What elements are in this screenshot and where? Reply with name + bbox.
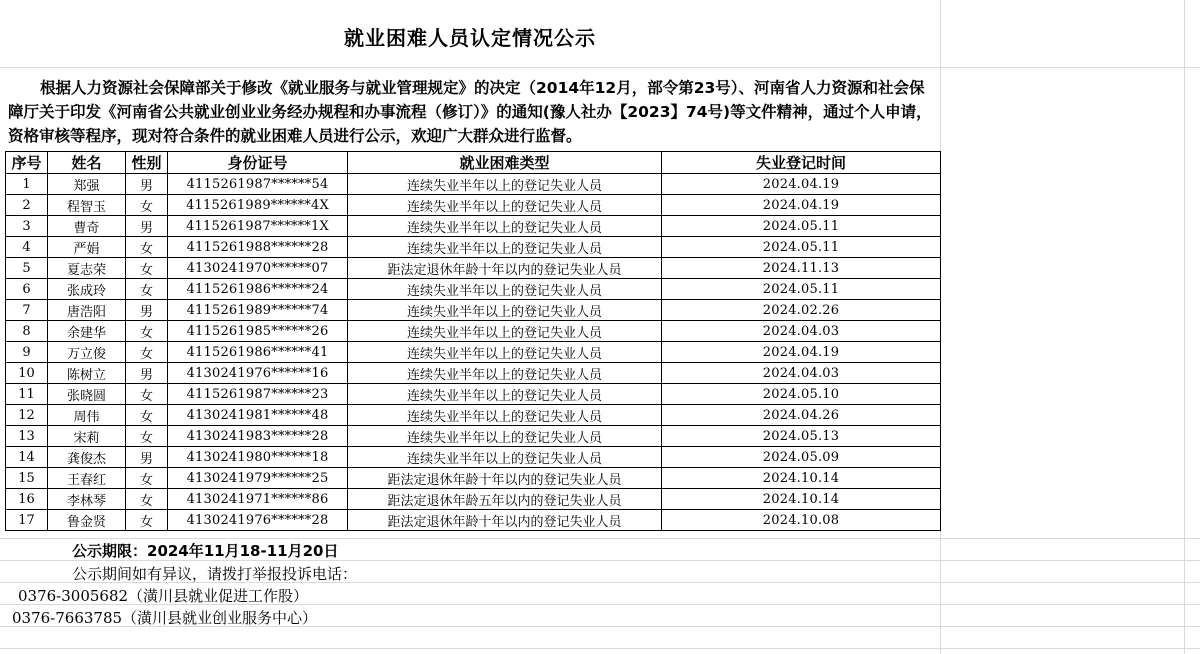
cell-type: 连续失业半年以上的登记失业人员 bbox=[348, 342, 662, 363]
cell-date: 2024.04.26 bbox=[662, 405, 941, 426]
cell-gender: 男 bbox=[126, 363, 168, 384]
cell-type: 连续失业半年以上的登记失业人员 bbox=[348, 216, 662, 237]
cell-type: 连续失业半年以上的登记失业人员 bbox=[348, 237, 662, 258]
cell-name: 陈树立 bbox=[48, 363, 126, 384]
table-row bbox=[6, 321, 941, 342]
cell-type: 连续失业半年以上的登记失业人员 bbox=[348, 174, 662, 195]
cell-name: 万立俊 bbox=[48, 342, 126, 363]
cell-gender: 女 bbox=[126, 258, 168, 279]
cell-gender: 女 bbox=[126, 342, 168, 363]
cell-no: 9 bbox=[6, 342, 48, 363]
page-title: 就业困难人员认定情况公示 bbox=[344, 26, 596, 50]
cell-name: 宋莉 bbox=[48, 426, 126, 447]
cell-name: 李林琴 bbox=[48, 489, 126, 510]
cell-type: 距法定退休年龄五年以内的登记失业人员 bbox=[348, 489, 662, 510]
cell-name: 夏志荣 bbox=[48, 258, 126, 279]
cell-no: 15 bbox=[6, 468, 48, 489]
cell-name: 张成玲 bbox=[48, 279, 126, 300]
cell-gender: 女 bbox=[126, 237, 168, 258]
header-type: 就业困难类型 bbox=[348, 152, 662, 174]
cell-no: 8 bbox=[6, 321, 48, 342]
cell-name: 唐浩阳 bbox=[48, 300, 126, 321]
table-header-row bbox=[6, 152, 941, 174]
cell-date: 2024.04.19 bbox=[662, 195, 941, 216]
cell-gender: 女 bbox=[126, 510, 168, 531]
cell-date: 2024.05.13 bbox=[662, 426, 941, 447]
header-gender: 性别 bbox=[126, 152, 168, 174]
header-date: 失业登记时间 bbox=[662, 152, 941, 174]
cell-id: 4115261985******26 bbox=[168, 321, 348, 342]
cell-id: 4130241980******18 bbox=[168, 447, 348, 468]
table-row bbox=[6, 237, 941, 258]
cell-id: 4130241976******16 bbox=[168, 363, 348, 384]
cell-type: 连续失业半年以上的登记失业人员 bbox=[348, 321, 662, 342]
header-name: 姓名 bbox=[48, 152, 126, 174]
cell-gender: 女 bbox=[126, 426, 168, 447]
cell-no: 3 bbox=[6, 216, 48, 237]
table-row bbox=[6, 279, 941, 300]
phone-line-1: 0376-3005682（潢川县就业促进工作股） bbox=[18, 587, 309, 605]
cell-no: 7 bbox=[6, 300, 48, 321]
table-row bbox=[6, 195, 941, 216]
cell-name: 王春红 bbox=[48, 468, 126, 489]
cell-date: 2024.04.19 bbox=[662, 342, 941, 363]
cell-date: 2024.02.26 bbox=[662, 300, 941, 321]
cell-gender: 男 bbox=[126, 447, 168, 468]
cell-date: 2024.10.08 bbox=[662, 510, 941, 531]
cell-no: 10 bbox=[6, 363, 48, 384]
cell-date: 2024.05.11 bbox=[662, 237, 941, 258]
table-row bbox=[6, 426, 941, 447]
cell-name: 鲁金贤 bbox=[48, 510, 126, 531]
cell-name: 余建华 bbox=[48, 321, 126, 342]
cell-no: 11 bbox=[6, 384, 48, 405]
cell-date: 2024.04.03 bbox=[662, 321, 941, 342]
phone-line-2: 0376-7663785（潢川县就业创业服务中心） bbox=[12, 609, 318, 627]
cell-type: 连续失业半年以上的登记失业人员 bbox=[348, 363, 662, 384]
cell-date: 2024.05.10 bbox=[662, 384, 941, 405]
cell-date: 2024.10.14 bbox=[662, 468, 941, 489]
intro-paragraph: 根据人力资源社会保障部关于修改《就业服务与就业管理规定》的决定（2014年12月，部令第23号）、河南省人力资源和社会保障厅关于印发《河南省公共就业创业业务经办规程和办事流程（修订）》的通知(豫人社办【2023】74号)等文件精神，通过个人申请，资格审核等程序，现对符合条件的就业困难人员进行公示，欢迎广大群众进行监督。 bbox=[8, 79, 932, 145]
table-row bbox=[6, 174, 941, 195]
publicity-period: 公示期限：2024年11月18-11月20日 bbox=[72, 542, 339, 560]
cell-id: 4115261986******41 bbox=[168, 342, 348, 363]
cell-name: 程智玉 bbox=[48, 195, 126, 216]
cell-name: 龚俊杰 bbox=[48, 447, 126, 468]
cell-id: 4130241976******28 bbox=[168, 510, 348, 531]
cell-id: 4115261987******54 bbox=[168, 174, 348, 195]
table-body bbox=[6, 174, 941, 531]
cell-no: 6 bbox=[6, 279, 48, 300]
cell-type: 距法定退休年龄十年以内的登记失业人员 bbox=[348, 510, 662, 531]
cell-type: 距法定退休年龄十年以内的登记失业人员 bbox=[348, 468, 662, 489]
cell-name: 郑强 bbox=[48, 174, 126, 195]
cell-id: 4115261986******24 bbox=[168, 279, 348, 300]
cell-no: 12 bbox=[6, 405, 48, 426]
cell-id: 4115261988******28 bbox=[168, 237, 348, 258]
cell-id: 4115261989******74 bbox=[168, 300, 348, 321]
cell-no: 4 bbox=[6, 237, 48, 258]
cell-gender: 女 bbox=[126, 384, 168, 405]
cell-no: 17 bbox=[6, 510, 48, 531]
cell-type: 连续失业半年以上的登记失业人员 bbox=[348, 300, 662, 321]
table-row bbox=[6, 258, 941, 279]
cell-date: 2024.04.03 bbox=[662, 363, 941, 384]
cell-gender: 男 bbox=[126, 300, 168, 321]
table-row bbox=[6, 468, 941, 489]
cell-no: 13 bbox=[6, 426, 48, 447]
cell-no: 16 bbox=[6, 489, 48, 510]
table-row bbox=[6, 363, 941, 384]
table-row bbox=[6, 405, 941, 426]
header-id: 身份证号 bbox=[168, 152, 348, 174]
table-row bbox=[6, 489, 941, 510]
cell-gender: 女 bbox=[126, 405, 168, 426]
cell-gender: 女 bbox=[126, 489, 168, 510]
cell-id: 4115261989******4X bbox=[168, 195, 348, 216]
cell-id: 4130241971******86 bbox=[168, 489, 348, 510]
cell-name: 曹奇 bbox=[48, 216, 126, 237]
cell-no: 14 bbox=[6, 447, 48, 468]
cell-date: 2024.05.09 bbox=[662, 447, 941, 468]
cell-type: 连续失业半年以上的登记失业人员 bbox=[348, 279, 662, 300]
table-row bbox=[6, 384, 941, 405]
cell-gender: 男 bbox=[126, 216, 168, 237]
cell-name: 严娟 bbox=[48, 237, 126, 258]
cell-type: 连续失业半年以上的登记失业人员 bbox=[348, 426, 662, 447]
table-row bbox=[6, 300, 941, 321]
table-row bbox=[6, 510, 941, 531]
cell-type: 连续失业半年以上的登记失业人员 bbox=[348, 447, 662, 468]
cell-type: 连续失业半年以上的登记失业人员 bbox=[348, 405, 662, 426]
cell-gender: 男 bbox=[126, 174, 168, 195]
cell-date: 2024.10.14 bbox=[662, 489, 941, 510]
cell-no: 2 bbox=[6, 195, 48, 216]
cell-id: 4130241970******07 bbox=[168, 258, 348, 279]
table-row bbox=[6, 216, 941, 237]
table-row bbox=[6, 447, 941, 468]
cell-gender: 女 bbox=[126, 321, 168, 342]
cell-id: 4115261987******1X bbox=[168, 216, 348, 237]
cell-date: 2024.05.11 bbox=[662, 216, 941, 237]
cell-id: 4130241981******48 bbox=[168, 405, 348, 426]
cell-id: 4130241983******28 bbox=[168, 426, 348, 447]
cell-date: 2024.05.11 bbox=[662, 279, 941, 300]
cell-gender: 女 bbox=[126, 195, 168, 216]
cell-name: 张晓圆 bbox=[48, 384, 126, 405]
cell-gender: 女 bbox=[126, 279, 168, 300]
cell-gender: 女 bbox=[126, 468, 168, 489]
table-row bbox=[6, 342, 941, 363]
cell-name: 周伟 bbox=[48, 405, 126, 426]
cell-type: 连续失业半年以上的登记失业人员 bbox=[348, 384, 662, 405]
cell-id: 4115261987******23 bbox=[168, 384, 348, 405]
roster-table bbox=[5, 151, 941, 531]
cell-no: 1 bbox=[6, 174, 48, 195]
cell-id: 4130241979******25 bbox=[168, 468, 348, 489]
cell-type: 距法定退休年龄十年以内的登记失业人员 bbox=[348, 258, 662, 279]
cell-date: 2024.04.19 bbox=[662, 174, 941, 195]
header-no: 序号 bbox=[6, 152, 48, 174]
cell-type: 连续失业半年以上的登记失业人员 bbox=[348, 195, 662, 216]
cell-no: 5 bbox=[6, 258, 48, 279]
cell-date: 2024.11.13 bbox=[662, 258, 941, 279]
objection-note: 公示期间如有异议，请拨打举报投诉电话： bbox=[72, 565, 358, 583]
